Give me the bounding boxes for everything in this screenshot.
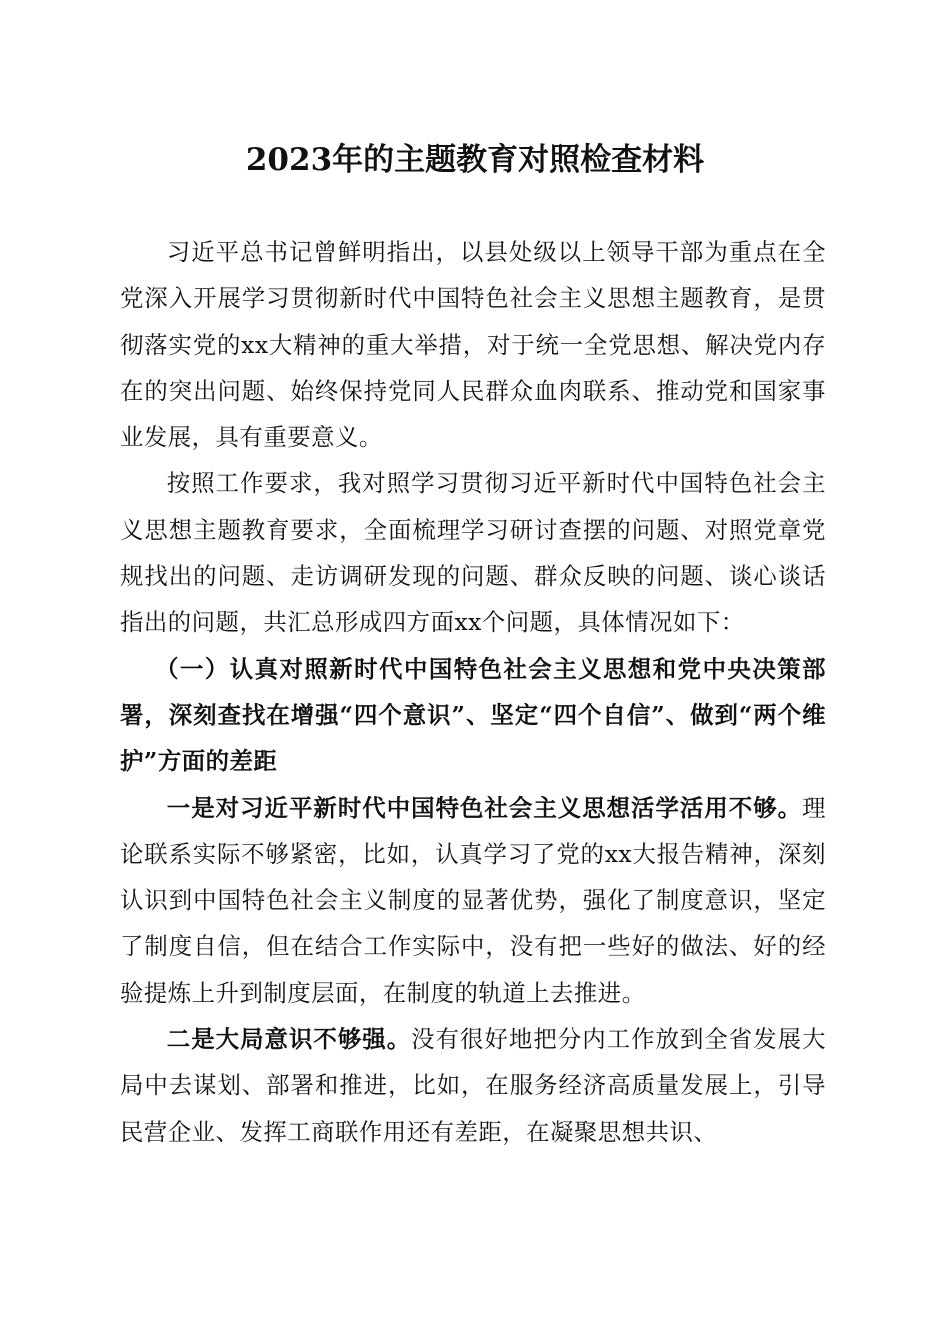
document-title: 2023年的主题教育对照检查材料 (245, 142, 705, 178)
document-body (120, 229, 826, 1155)
paragraph-issue-2 (120, 1016, 826, 1155)
issue-1-body: 理论联系实际不够紧密，比如，认真学习了党的xx大报告精神，深刻认识到中国特色社会主义制度的显著优势，强化了制度意识，坚定了制度自信，但在结合工作实际中，没有把一些好的做法、好的经验提炼上升到制度层面，在制度的轨道上去推进。 (120, 793, 826, 1007)
paragraph-requirements: 按照工作要求，我对照学习贯彻习近平新时代中国特色社会主义思想主题教育要求，全面梳理学习研讨查摆的问题、对照党章党规找出的问题、走访调研发现的问题、群众反映的问题、谈心谈话指出的问题，共汇总形成四方面xx个问题，具体情况如下： (120, 469, 826, 637)
section-heading-1: （一）认真对照新时代中国特色社会主义思想和党中央决策部署，深刻查找在增强“四个意识”、坚定“四个自信”、做到“两个维护”方面的差距 (120, 654, 826, 776)
paragraph-intro: 习近平总书记曾鲜明指出，以县处级以上领导干部为重点在全党深入开展学习贯彻新时代中国特色社会主义思想主题教育，是贯彻落实党的xx大精神的重大举措，对于统一全党思想、解决党内存在的突出问题、始终保持党同人民群众血肉联系、推动党和国家事业发展，具有重要意义。 (120, 238, 826, 452)
issue-1-lead: 一是对习近平新时代中国特色社会主义思想活学活用不够。 (166, 793, 803, 822)
paragraph-issue-1 (120, 785, 826, 1016)
issue-2-body: 没有很好地把分内工作放到全省发展大局中去谋划、部署和推进，比如，在服务经济高质量发展上，引导民营企业、发挥工商联作用还有差距，在凝聚思想共识、 (120, 1025, 827, 1146)
issue-2-lead: 二是大局意识不够强。 (166, 1025, 412, 1054)
